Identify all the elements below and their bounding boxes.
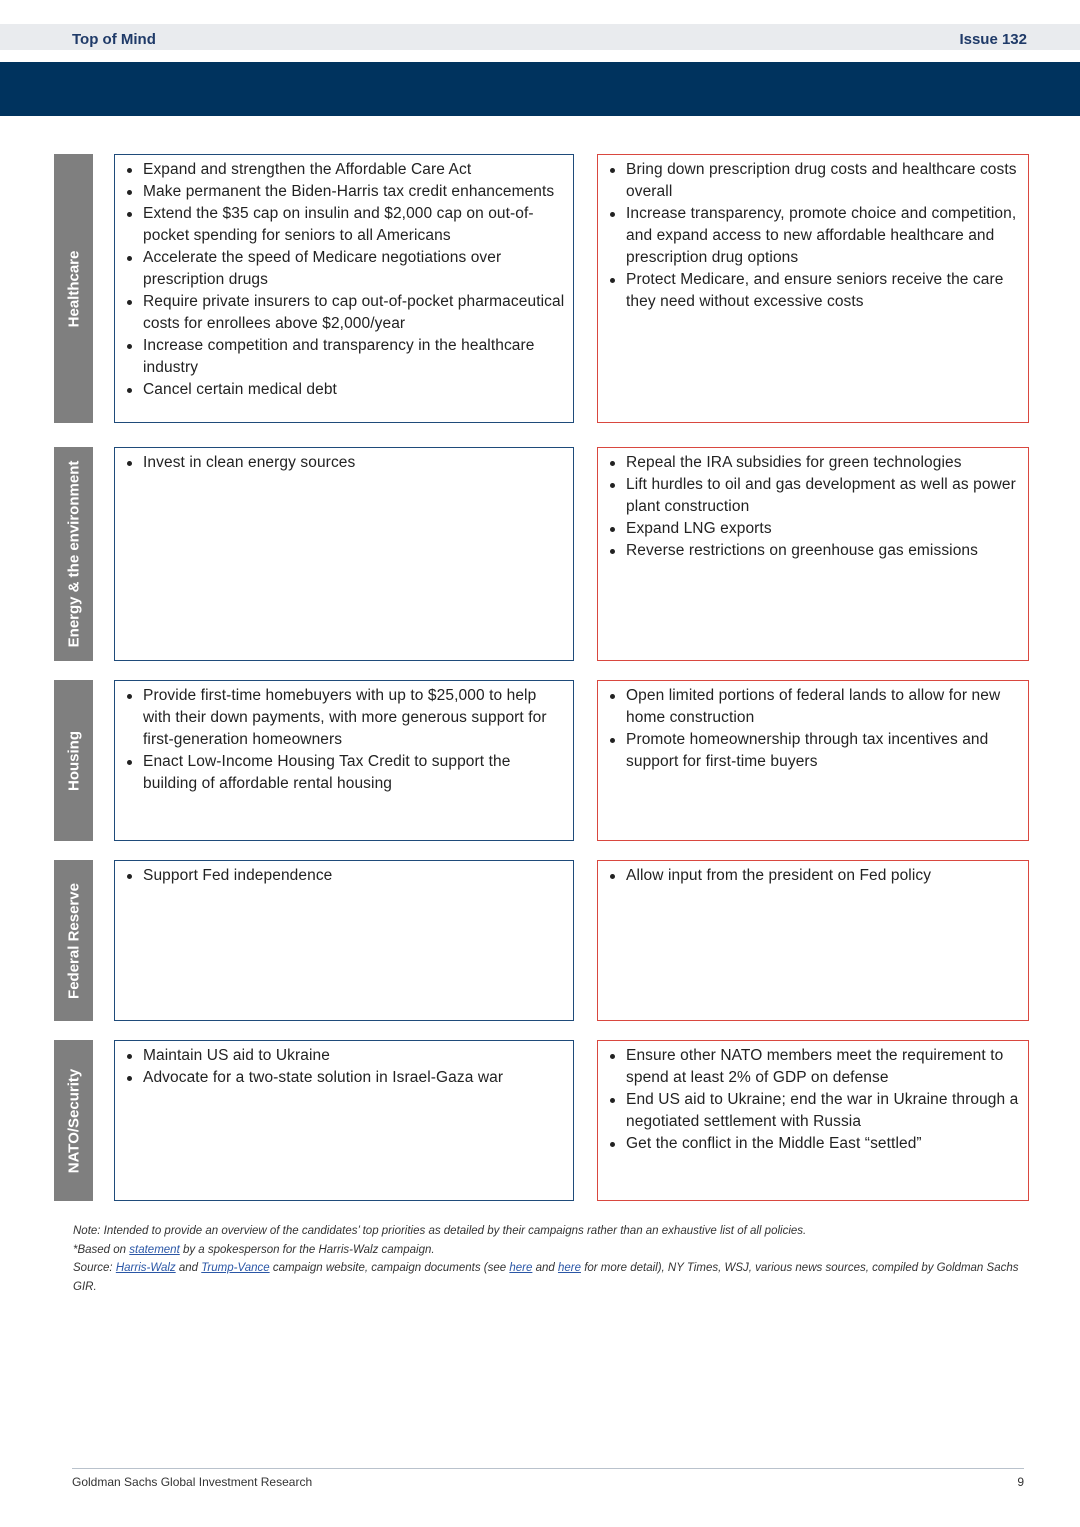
harris-walz-link[interactable]: Harris-Walz bbox=[115, 1262, 176, 1274]
list-item: Expand and strengthen the Affordable Care Act bbox=[123, 159, 565, 181]
list-item: Advocate for a two-state solution in Israel-Gaza war bbox=[123, 1067, 565, 1089]
statement-link[interactable]: statement bbox=[129, 1243, 180, 1256]
democrat-priorities-box bbox=[114, 680, 574, 841]
list-item: Repeal the IRA subsidies for green technologies bbox=[606, 452, 1020, 474]
democrat-priorities-box bbox=[114, 154, 574, 423]
republican-priorities-box bbox=[597, 680, 1029, 841]
list-item: Accelerate the speed of Medicare negotiations over prescription drugs bbox=[123, 247, 565, 291]
header-band bbox=[0, 62, 1080, 116]
list-item: Make permanent the Biden-Harris tax credit enhancements bbox=[123, 181, 565, 203]
section-healthcare bbox=[54, 154, 1030, 423]
list-item: Cancel certain medical debt bbox=[123, 379, 565, 401]
here-link-2[interactable]: here bbox=[557, 1262, 581, 1274]
list-item: Lift hurdles to oil and gas development as well as power plant construction bbox=[606, 474, 1020, 518]
section-label: Healthcare bbox=[65, 250, 82, 327]
list-item: Reverse restrictions on greenhouse gas emissions bbox=[606, 540, 1020, 562]
bullet-list bbox=[606, 452, 1020, 562]
democrat-priorities-box bbox=[114, 860, 574, 1021]
bullet-list bbox=[123, 865, 565, 887]
list-item: Bring down prescription drug costs and healthcare costs overall bbox=[606, 159, 1020, 203]
source-line bbox=[73, 1259, 1028, 1296]
list-item: Allow input from the president on Fed policy bbox=[606, 865, 1020, 887]
list-item: Promote homeownership through tax incentives and support for first-time buyers bbox=[606, 729, 1020, 773]
based-on-line bbox=[73, 1241, 1028, 1260]
source-mid: campaign website, campaign documents (see bbox=[269, 1262, 510, 1274]
list-item: Maintain US aid to Ukraine bbox=[123, 1045, 565, 1067]
list-item: Get the conflict in the Middle East “settled” bbox=[606, 1133, 1020, 1155]
source-and: and bbox=[175, 1262, 202, 1274]
list-item: Provide first-time homebuyers with up to $25,000 to help with their down payments, with more generous support for first-generation homeowners bbox=[123, 685, 565, 751]
list-item: Require private insurers to cap out-of-pocket pharmaceutical costs for enrollees above $2,000/year bbox=[123, 291, 565, 335]
bullet-list bbox=[606, 1045, 1020, 1155]
based-suffix: by a spokesperson for the Harris-Walz campaign. bbox=[179, 1243, 435, 1256]
bullet-list bbox=[123, 685, 565, 795]
section-label: Housing bbox=[65, 730, 82, 791]
footer-divider bbox=[72, 1468, 1024, 1469]
section-label: Federal Reserve bbox=[65, 882, 82, 999]
section-tab bbox=[54, 1040, 93, 1201]
list-item: Increase competition and transparency in the healthcare industry bbox=[123, 335, 565, 379]
section-nato-security bbox=[54, 1040, 1030, 1201]
here-link-1[interactable]: here bbox=[509, 1262, 533, 1274]
list-item: Expand LNG exports bbox=[606, 518, 1020, 540]
republican-priorities-box bbox=[597, 1040, 1029, 1201]
notes-block bbox=[73, 1222, 1028, 1296]
section-tab bbox=[54, 447, 93, 661]
source-prefix: Source: bbox=[73, 1262, 116, 1274]
issue-number: Issue 132 bbox=[959, 31, 1027, 48]
trump-vance-link[interactable]: Trump-Vance bbox=[201, 1262, 270, 1274]
bullet-list bbox=[606, 865, 1020, 887]
list-item: Support Fed independence bbox=[123, 865, 565, 887]
democrat-priorities-box bbox=[114, 447, 574, 661]
section-tab bbox=[54, 860, 93, 1021]
republican-priorities-box bbox=[597, 860, 1029, 1021]
bullet-list bbox=[606, 159, 1020, 313]
democrat-priorities-box bbox=[114, 1040, 574, 1201]
bullet-list bbox=[123, 1045, 565, 1089]
republican-priorities-box bbox=[597, 154, 1029, 423]
section-label: Energy & the environment bbox=[65, 460, 82, 648]
list-item: End US aid to Ukraine; end the war in Ukraine through a negotiated settlement with Russia bbox=[606, 1089, 1020, 1133]
section-federal-reserve bbox=[54, 860, 1030, 1021]
based-prefix: *Based on bbox=[73, 1243, 130, 1256]
list-item: Invest in clean energy sources bbox=[123, 452, 565, 474]
list-item: Enact Low-Income Housing Tax Credit to support the building of affordable rental housing bbox=[123, 751, 565, 795]
bullet-list bbox=[123, 159, 565, 401]
list-item: Increase transparency, promote choice and competition, and expand access to new affordable healthcare and prescription drug options bbox=[606, 203, 1020, 269]
source-and-2: and bbox=[532, 1262, 558, 1274]
page-number: 9 bbox=[1017, 1475, 1024, 1489]
note-line: Note: Intended to provide an overview of the candidates’ top priorities as detailed by their campaigns rather than an exhaustive list of all policies. bbox=[73, 1225, 807, 1237]
bullet-list bbox=[123, 452, 565, 474]
list-item: Extend the $35 cap on insulin and $2,000 cap on out-of-pocket spending for seniors to all Americans bbox=[123, 203, 565, 247]
section-housing bbox=[54, 680, 1030, 841]
publication-title: Top of Mind bbox=[72, 31, 156, 48]
list-item: Open limited portions of federal lands to allow for new home construction bbox=[606, 685, 1020, 729]
list-item: Ensure other NATO members meet the requirement to spend at least 2% of GDP on defense bbox=[606, 1045, 1020, 1089]
section-energy bbox=[54, 447, 1030, 661]
section-label: NATO/Security bbox=[65, 1068, 82, 1173]
section-tab bbox=[54, 154, 93, 423]
republican-priorities-box bbox=[597, 447, 1029, 661]
bullet-list bbox=[606, 685, 1020, 773]
list-item: Protect Medicare, and ensure seniors receive the care they need without excessive costs bbox=[606, 269, 1020, 313]
footer-source: Goldman Sachs Global Investment Research bbox=[72, 1475, 313, 1489]
section-tab bbox=[54, 680, 93, 841]
top-header-strip bbox=[0, 24, 1080, 50]
source-suffix: for more detail), NY Times, WSJ, various news sources, compiled by Goldman Sachs GIR. bbox=[73, 1262, 1019, 1293]
